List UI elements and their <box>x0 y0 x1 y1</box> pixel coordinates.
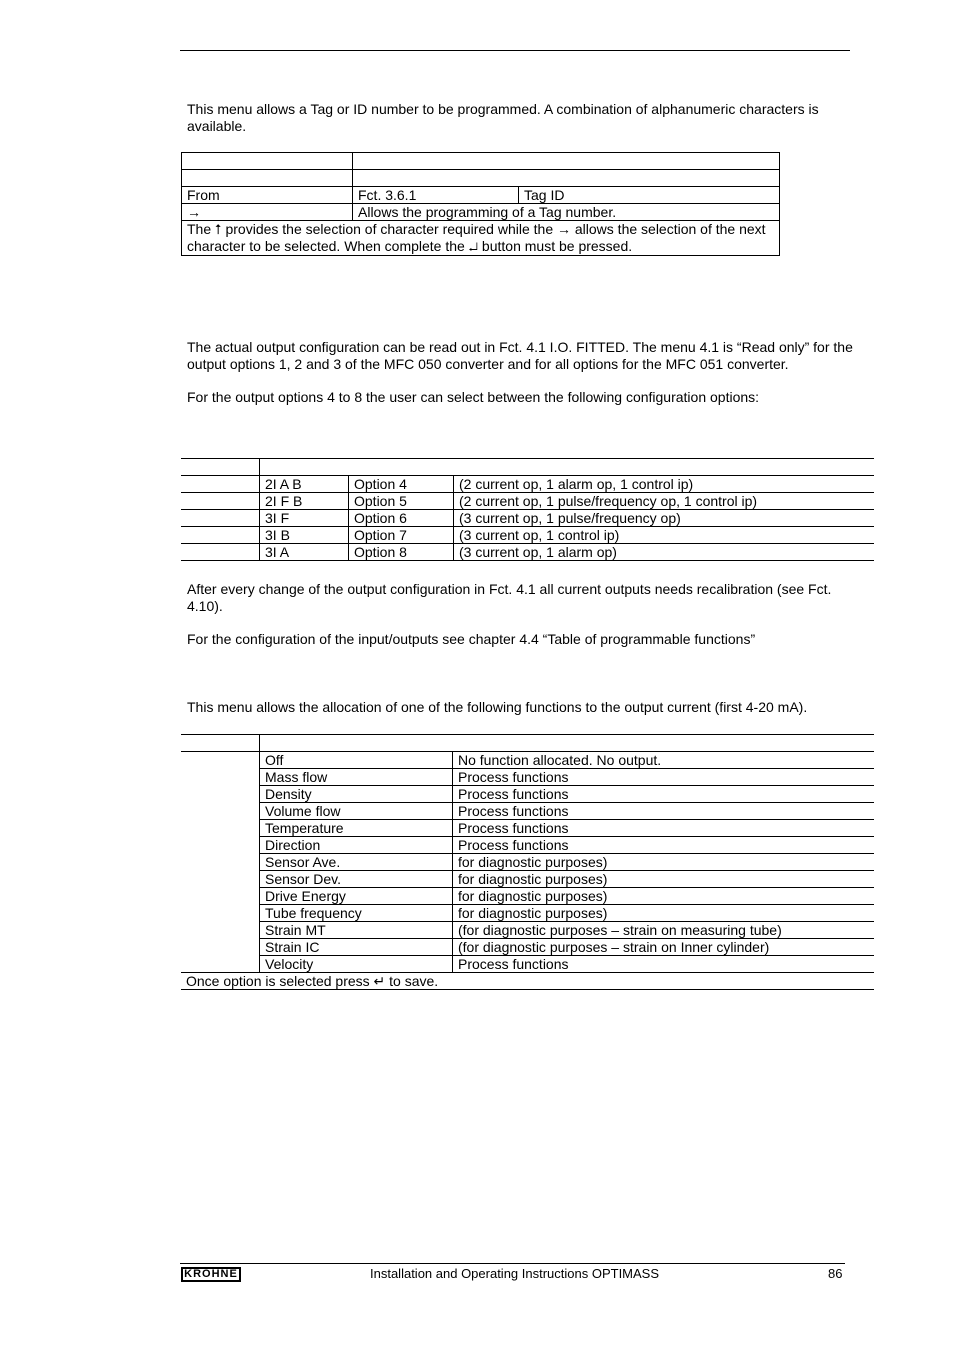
t3-desc: No function allocated. No output. <box>453 752 875 769</box>
t3-empty-cell <box>181 871 260 888</box>
t3-func: Volume flow <box>260 803 453 820</box>
t2-desc: (3 current op, 1 alarm op) <box>454 544 875 561</box>
page-number: 86 <box>828 1266 843 1281</box>
footer-rule <box>180 1263 845 1264</box>
options-select-paragraph: For the output options 4 to 8 the user can select between the following configuration options: <box>187 389 760 405</box>
t1-empty-cell <box>353 170 780 187</box>
t3-func: Tube frequency <box>260 905 453 922</box>
t3-desc: Process functions <box>453 803 875 820</box>
t3-empty-cell <box>181 786 260 803</box>
t3-func: Strain MT <box>260 922 453 939</box>
t3-desc: (for diagnostic purposes – strain on Inner cylinder) <box>453 939 875 956</box>
t3-empty-cell <box>181 837 260 854</box>
t2-code: 3I A <box>260 544 349 561</box>
t2-desc: (2 current op, 1 alarm op, 1 control ip) <box>454 476 875 493</box>
t3-desc: for diagnostic purposes) <box>453 871 875 888</box>
t3-desc: (for diagnostic purposes – strain on measuring tube) <box>453 922 875 939</box>
t2-empty-cell <box>181 459 260 476</box>
t3-func: Off <box>260 752 453 769</box>
t2-code: 2I F B <box>260 493 349 510</box>
t3-func: Strain IC <box>260 939 453 956</box>
t3-empty-cell <box>260 735 875 752</box>
t2-empty-cell <box>181 544 260 561</box>
t1-empty-cell <box>182 170 353 187</box>
t1-empty-cell <box>182 153 353 170</box>
t3-footer-note: Once option is selected press ↵ to save. <box>181 973 874 990</box>
t1-arrow-symbol: → <box>182 204 353 221</box>
t2-code: 2I A B <box>260 476 349 493</box>
tag-menu-table <box>181 152 780 256</box>
current-output-function-table <box>181 734 874 990</box>
t3-empty-cell <box>181 939 260 956</box>
t3-empty-cell <box>181 752 260 769</box>
t1-from-label: From <box>182 187 353 204</box>
intro-tag-paragraph: This menu allows a Tag or ID number to be programmed. A combination of alphanumeric characters is available. <box>187 101 819 134</box>
t2-empty-cell <box>181 510 260 527</box>
recalibration-paragraph: After every change of the output configuration in Fct. 4.1 all current outputs needs recalibration (see Fct. 4.10). <box>187 581 832 614</box>
t3-func: Drive Energy <box>260 888 453 905</box>
t2-code: 3I B <box>260 527 349 544</box>
t3-func: Density <box>260 786 453 803</box>
t2-option: Option 5 <box>349 493 454 510</box>
t3-func: Mass flow <box>260 769 453 786</box>
t2-empty-cell <box>181 493 260 510</box>
t3-empty-cell <box>181 803 260 820</box>
t3-empty-cell <box>181 956 260 973</box>
t2-desc: (2 current op, 1 pulse/frequency op, 1 control ip) <box>454 493 875 510</box>
t2-empty-cell <box>181 476 260 493</box>
t3-desc: Process functions <box>453 820 875 837</box>
t1-empty-cell <box>353 153 780 170</box>
t1-from-fct: Fct. 3.6.1 <box>353 187 519 204</box>
krohne-logo: KROHNE <box>181 1267 241 1282</box>
t2-option: Option 6 <box>349 510 454 527</box>
t2-empty-cell <box>260 459 875 476</box>
t3-empty-cell <box>181 854 260 871</box>
t3-func: Direction <box>260 837 453 854</box>
t3-desc: Process functions <box>453 769 875 786</box>
output-options-table <box>181 458 874 561</box>
t3-desc: Process functions <box>453 837 875 854</box>
t3-empty-cell <box>181 820 260 837</box>
footer-title: Installation and Operating Instructions OPTIMASS <box>370 1266 660 1281</box>
allocation-paragraph: This menu allows the allocation of one of the following functions to the output current (first 4-20 mA). <box>187 699 808 715</box>
t2-option: Option 4 <box>349 476 454 493</box>
t3-func: Temperature <box>260 820 453 837</box>
t3-empty-cell <box>181 769 260 786</box>
t2-desc: (3 current op, 1 control ip) <box>454 527 875 544</box>
t1-arrow-desc: Allows the programming of a Tag number. <box>353 204 780 221</box>
t3-desc: Process functions <box>453 956 875 973</box>
t3-func: Sensor Ave. <box>260 854 453 871</box>
output-config-paragraph: The actual output configuration can be read out in Fct. 4.1 I.O. FITTED. The menu 4.1 is “Read only” for the output options 1, 2 and 3 of the MFC 050 converter and for all options for the MFC 051 converter. <box>187 339 853 372</box>
t3-empty-cell <box>181 922 260 939</box>
chapter-ref-paragraph: For the configuration of the input/outputs see chapter 4.4 “Table of programmable functions” <box>187 631 756 647</box>
t1-note: The ⭡ provides the selection of character required while the → allows the selection of the next character to be selected. When complete the ↵ button must be pressed. <box>182 221 780 256</box>
t3-empty-cell <box>181 888 260 905</box>
t3-desc: for diagnostic purposes) <box>453 905 875 922</box>
t3-desc: for diagnostic purposes) <box>453 888 875 905</box>
t3-desc: for diagnostic purposes) <box>453 854 875 871</box>
t2-desc: (3 current op, 1 pulse/frequency op) <box>454 510 875 527</box>
t3-func: Velocity <box>260 956 453 973</box>
t3-empty-cell <box>181 905 260 922</box>
t3-empty-cell <box>181 735 260 752</box>
t1-from-tag: Tag ID <box>519 187 780 204</box>
t2-option: Option 7 <box>349 527 454 544</box>
t2-option: Option 8 <box>349 544 454 561</box>
t2-code: 3I F <box>260 510 349 527</box>
header-rule <box>180 50 850 51</box>
t3-func: Sensor Dev. <box>260 871 453 888</box>
t2-empty-cell <box>181 527 260 544</box>
t3-desc: Process functions <box>453 786 875 803</box>
